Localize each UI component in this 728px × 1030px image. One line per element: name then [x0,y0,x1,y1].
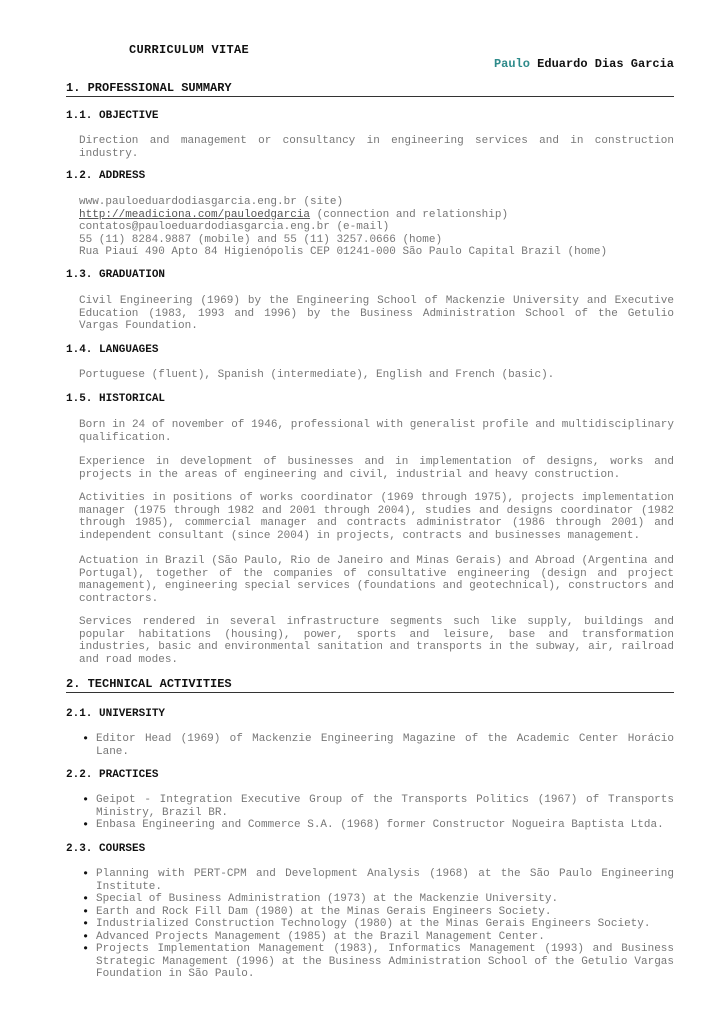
university-list [79,733,674,758]
practices-list [79,794,674,832]
graduation-heading: 1.3. GRADUATION [66,269,166,281]
address-block [79,196,674,259]
author-name [494,57,674,71]
university-heading: 2.1. UNIVERSITY [66,708,166,720]
connection-link[interactable]: http://meadiciona.com/pauloedgarcia [79,208,311,221]
list-item: • Industrialized Construction Technology (1980) at the Minas Gerais Engineers Society. [79,918,674,931]
courses-heading: 2.3. COURSES [66,843,146,855]
historical-paragraph-2: Experience in development of businesses and in implementation of designs, works and projects in the areas of engineering and civil, industrial and heavy construction. [79,456,674,481]
courses-list [79,868,674,981]
list-item: • Editor Head (1969) of Mackenzie Engineering Magazine of the Academic Center Horácio Lane. [79,733,674,758]
address-email: contatos@pauloeduardodiasgarcia.eng.br (e-mail) [79,221,390,233]
list-item: • Geipot - Integration Executive Group of the Transports Politics (1967) of Transports Ministry, Brazil BR. [79,794,674,819]
languages-text: Portuguese (fluent), Spanish (intermediate), English and French (basic). [79,369,555,381]
address-heading: 1.2. ADDRESS [66,170,146,182]
historical-heading: 1.5. HISTORICAL [66,393,166,405]
practices-heading: 2.2. PRACTICES [66,769,159,781]
address-phones: 55 (11) 8284.9887 (mobile) and 55 (11) 3257.0666 (home) [79,233,443,246]
section-professional-summary-heading: 1. PROFESSIONAL SUMMARY [66,81,674,97]
list-item: • Projects Implementation Management (1983), Informatics Management (1993) and Business Strategic Management (1996) at the Business Administration School of the Getulio Vargas Foundation in São Paulo. [79,943,674,981]
languages-heading: 1.4. LANGUAGES [66,344,159,356]
list-item: • Earth and Rock Fill Dam (1980) at the Minas Gerais Engineers Society. [79,906,674,919]
objective-heading: 1.1. OBJECTIVE [66,110,159,122]
historical-paragraph-4: Actuation in Brazil (São Paulo, Rio de Janeiro and Minas Gerais) and Abroad (Argentina and Portugal), together of the companies of consultative engineering (design and project management), engineering special services (foundations and geotechnical), constructors and contractors. [79,555,674,605]
list-item: • Advanced Projects Management (1985) at the Brazil Management Center. [79,931,674,944]
connection-link-suffix: (connection and relationship) [310,208,509,221]
historical-paragraph-5: Services rendered in several infrastructure segments such like supply, buildings and popular habitations (housing), power, sports and leisure, base and transformation industries, basic and environmental sanitation and transports in the subway, air, railroad and road modes. [79,616,674,666]
author-first-name: Paulo [493,57,530,71]
list-item: • Enbasa Engineering and Commerce S.A. (1968) former Constructor Nogueira Baptista Ltda. [79,819,674,832]
objective-text: Direction and management or consultancy in engineering services and in construction industry. [79,135,674,160]
address-street: Rua Piauí 490 Apto 84 Higienópolis CEP 01241-000 São Paulo Capital Brazil (home) [79,246,608,258]
author-last-names: Eduardo Dias Garcia [537,57,674,71]
section-technical-activities-heading: 2. TECHNICAL ACTIVITIES [66,677,674,693]
list-item: • Special of Business Administration (1973) at the Mackenzie University. [79,893,674,906]
list-item: • Planning with PERT-CPM and Development Analysis (1968) at the São Paulo Engineering Institute. [79,868,674,893]
historical-paragraph-1: Born in 24 of november of 1946, professional with generalist profile and multidisciplinary qualification. [79,419,674,444]
graduation-text: Civil Engineering (1969) by the Engineering School of Mackenzie University and Executive Education (1983, 1993 and 1996) by the Business Administration School of the Getulio Vargas Foundation. [79,295,674,332]
address-connection-line [79,209,674,222]
historical-paragraph-3: Activities in positions of works coordinator (1969 through 1975), projects implementation manager (1975 through 1982 and 2001 through 2004), studies and designs coordinator (1982 through 1985), commercial manager and contracts administrator (1986 through 2001) and independent consultant (since 2004) in projects, contracts and businesses management. [79,492,674,542]
document-title: CURRICULUM VITAE [129,43,250,57]
address-site: www.pauloeduardodiasgarcia.eng.br (site) [79,196,344,208]
